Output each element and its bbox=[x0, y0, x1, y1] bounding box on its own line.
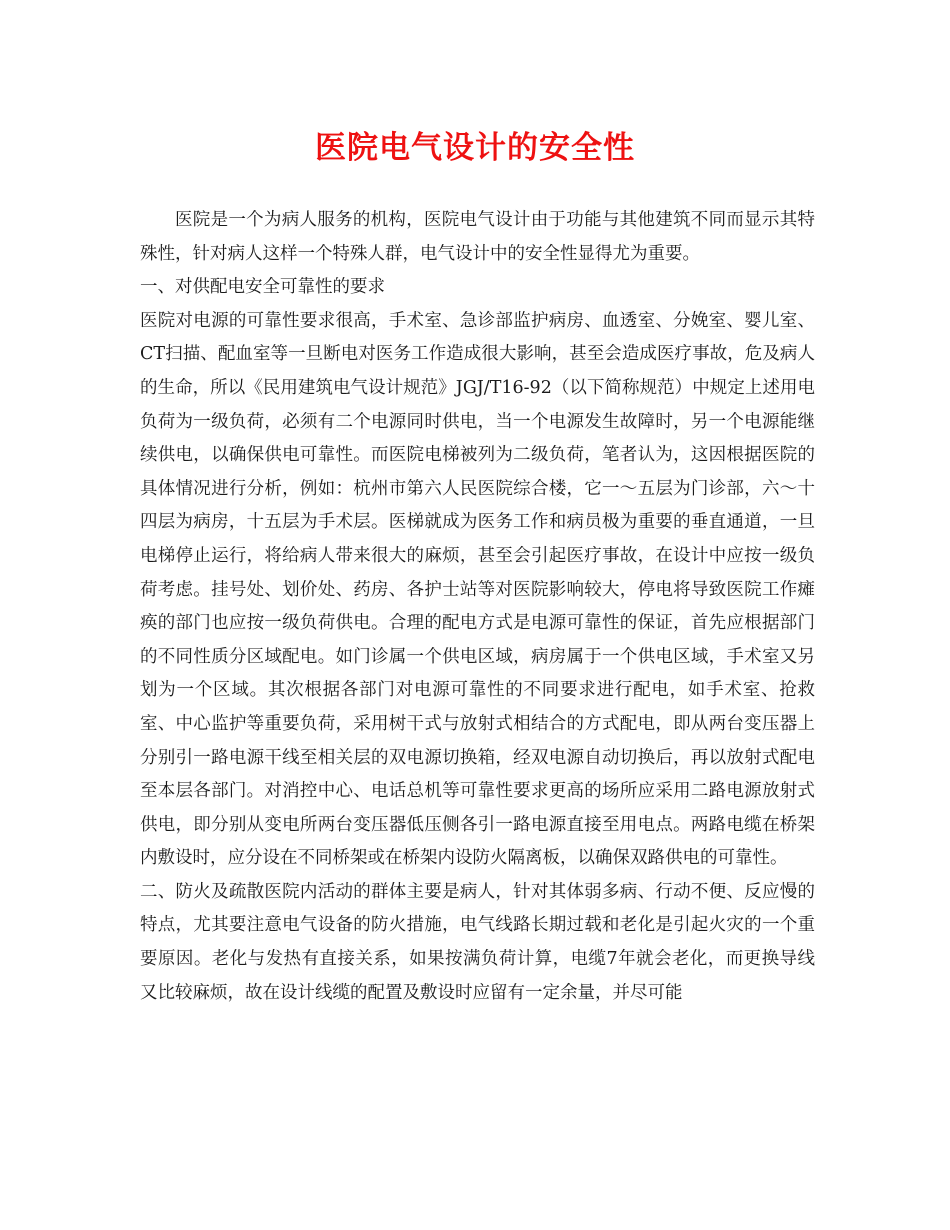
intro-paragraph: 医院是一个为病人服务的机构，医院电气设计由于功能与其他建筑不同而显示其特殊性，针对病人这样一个特殊人群，电气设计中的安全性显得尤为重要。 bbox=[140, 210, 815, 264]
document-body bbox=[140, 204, 815, 1010]
section-heading-1: 一、对供配电安全可靠性的要求 bbox=[140, 277, 385, 298]
section-1-paragraph: 医院对电源的可靠性要求很高，手术室、急诊部监护病房、血透室、分娩室、婴儿室、CT扫描、配血室等一旦断电对医务工作造成很大影响，甚至会造成医疗事故，危及病人的生命，所以《民用建筑电气设计规范》JGJ/T16-92（以下简称规范）中规定上述用电负荷为一级负荷，必须有二个电源同时供电，当一个电源发生故障时，另一个电源能继续供电，以确保供电可靠性。而医院电梯被列为二级负荷，笔者认为，这因根据医院的具体情况进行分析，例如：杭州市第六人民医院综合楼，它一～五层为门诊部，六～十四层为病房，十五层为手术层。医梯就成为医务工作和病员极为重要的垂直通道，一旦电梯停止运行，将给病人带来很大的麻烦，甚至会引起医疗事故，在设计中应按一级负荷考虑。挂号处、划价处、药房、各护士站等对医院影响较大，停电将导致医院工作瘫痪的部门也应按一级负荷供电。合理的配电方式是电源可靠性的保证，首先应根据部门的不同性质分区域配电。如门诊属一个供电区域，病房属于一个供电区域，手术室又另划为一个区域。其次根据各部门对电源可靠性的不同要求进行配电，如手术室、抢救室、中心监护等重要负荷，采用树干式与放射式相结合的方式配电，即从两台变压器上分别引一路电源干线至相关层的双电源切换箱，经双电源自动切换后，再以放射式配电至本层各部门。对消控中心、电话总机等可靠性要求更高的场所应采用二路电源放射式供电，即分别从变电所两台变压器低压侧各引一路电源直接至用电点。两路电缆在桥架内敷设时，应分设在不同桥架或在桥架内设防火隔离板，以确保双路供电的可靠性。 bbox=[140, 310, 815, 869]
section-2-paragraph: 二、防火及疏散医院内活动的群体主要是病人，针对其体弱多病、行动不便、反应慢的特点，尤其要注意电气设备的防火措施，电气线路长期过载和老化是引起火灾的一个重要原因。老化与发热有直接关系，如果按满负荷计算，电缆7年就会老化，而更换导线又比较麻烦，故在设计线缆的配置及敷设时应留有一定余量，并尽可能 bbox=[140, 881, 815, 1003]
document-title: 医院电气设计的安全性 bbox=[315, 130, 635, 166]
